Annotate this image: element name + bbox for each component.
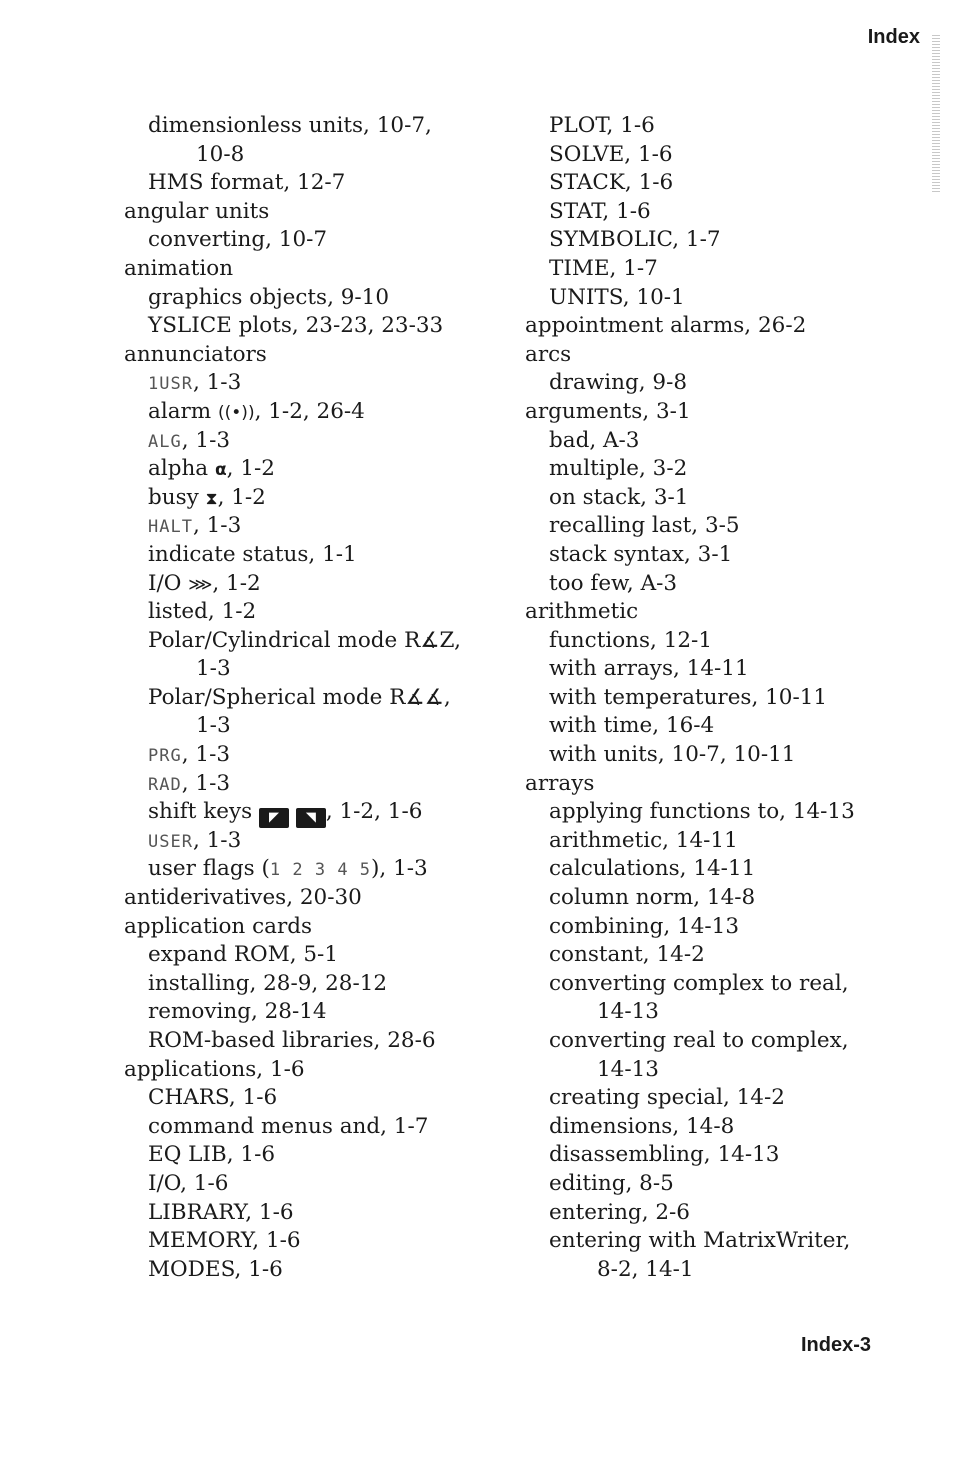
entry-text: arrays — [525, 770, 595, 796]
entry-text: constant, 14-2 — [549, 942, 705, 968]
index-subentry — [124, 512, 524, 541]
entry-text: applying functions to, 14-13 — [549, 799, 855, 825]
index-entry — [124, 198, 524, 227]
index-subentry — [525, 1113, 925, 1142]
index-entry — [124, 913, 524, 942]
entry-text: application cards — [124, 913, 313, 939]
entry-text: MODES, 1-6 — [148, 1256, 283, 1282]
entry-text: , 1-2 — [226, 456, 275, 482]
annunciator-label: 1USR — [148, 374, 193, 395]
entry-text: , 1-3 — [192, 370, 242, 396]
index-subentry — [525, 226, 925, 255]
entry-text: I/O, 1-6 — [148, 1170, 229, 1196]
index-column-left — [124, 112, 524, 1284]
index-subentry — [525, 427, 925, 456]
index-subentry — [124, 1084, 524, 1113]
index-subentry — [525, 1141, 925, 1170]
entry-text: with temperatures, 10-11 — [549, 684, 828, 710]
index-subentry — [525, 1027, 925, 1056]
annunciator-label: RAD — [148, 774, 182, 795]
index-subentry — [525, 684, 925, 713]
entry-text: UNITS, 10-1 — [549, 284, 685, 310]
index-subentry — [124, 427, 524, 456]
index-subentry — [525, 855, 925, 884]
index-subentry — [124, 855, 524, 884]
entry-text: arithmetic, 14-11 — [549, 827, 738, 853]
io-transfer-icon: ⋙ — [188, 574, 213, 595]
index-subentry — [124, 1113, 524, 1142]
entry-text: appointment alarms, 26-2 — [525, 313, 807, 339]
index-subentry — [124, 312, 524, 341]
entry-text: dimensions, 14-8 — [549, 1113, 735, 1139]
entry-text: drawing, 9-8 — [549, 370, 688, 396]
entry-text: , 1-2 — [217, 484, 266, 510]
index-subentry — [124, 1141, 524, 1170]
index-subentry — [525, 827, 925, 856]
entry-text: entering with MatrixWriter, — [549, 1228, 851, 1254]
entry-text: column norm, 14-8 — [549, 885, 756, 911]
index-entry — [124, 1056, 524, 1085]
annunciator-label: HALT — [148, 517, 193, 538]
index-column-right — [525, 112, 925, 1284]
index-subentry — [124, 1199, 524, 1228]
index-subentry — [124, 970, 524, 999]
entry-text: stack syntax, 3-1 — [549, 541, 733, 567]
index-subentry — [124, 284, 524, 313]
index-subentry — [525, 1170, 925, 1199]
entry-text: CHARS, 1-6 — [148, 1085, 278, 1111]
index-subentry — [124, 541, 524, 570]
entry-text: multiple, 3-2 — [549, 456, 688, 482]
index-subentry — [124, 598, 524, 627]
index-continuation — [124, 655, 524, 684]
entry-text: recalling last, 3-5 — [549, 513, 740, 539]
entry-text: STAT, 1-6 — [549, 198, 651, 224]
entry-text: STACK, 1-6 — [549, 170, 674, 196]
entry-text: listed, 1-2 — [148, 599, 257, 625]
index-subentry — [525, 541, 925, 570]
entry-text: animation — [124, 255, 234, 281]
entry-text: , 1-2, 1-6 — [325, 799, 423, 825]
entry-text: , 1-3 — [181, 770, 231, 796]
entry-text: , 1-3 — [192, 513, 242, 539]
entry-text: editing, 8-5 — [549, 1170, 674, 1196]
entry-text: , 1-3 — [192, 827, 242, 853]
index-subentry — [525, 884, 925, 913]
entry-text: SYMBOLIC, 1-7 — [549, 227, 721, 253]
entry-term: busy — [148, 484, 206, 510]
index-subentry — [124, 169, 524, 198]
index-subentry — [124, 455, 524, 484]
index-subentry — [525, 484, 925, 513]
entry-text: HMS format, 12-7 — [148, 170, 346, 196]
entry-text: Polar/Spherical mode R∡∡, — [148, 684, 451, 710]
index-subentry — [525, 112, 925, 141]
index-entry — [525, 312, 925, 341]
index-subentry — [525, 627, 925, 656]
entry-text: disassembling, 14-13 — [549, 1142, 780, 1168]
index-subentry — [124, 570, 524, 599]
index-entry — [124, 255, 524, 284]
entry-text: MEMORY, 1-6 — [148, 1228, 301, 1254]
index-continuation — [124, 141, 524, 170]
page-number: Index-3 — [800, 1334, 871, 1356]
entry-text: dimensionless units, 10-7, — [148, 113, 432, 138]
index-subentry — [124, 484, 524, 513]
index-subentry — [124, 1027, 524, 1056]
entry-text: annunciators — [124, 341, 267, 367]
index-subentry — [525, 198, 925, 227]
index-subentry — [525, 570, 925, 599]
entry-text: command menus and, 1-7 — [148, 1113, 429, 1139]
entry-text: converting, 10-7 — [148, 227, 328, 253]
index-subentry — [124, 1227, 524, 1256]
index-subentry — [525, 1084, 925, 1113]
index-subentry — [525, 169, 925, 198]
entry-text: 1-3 — [196, 656, 231, 682]
entry-text: antiderivatives, 20-30 — [124, 885, 362, 911]
entry-text: 10-8 — [196, 141, 245, 167]
entry-text: , 1-3 — [181, 742, 231, 768]
index-subentry — [525, 970, 925, 999]
index-subentry — [525, 941, 925, 970]
index-thumb-tab — [932, 34, 940, 192]
index-subentry — [525, 798, 925, 827]
index-subentry — [124, 1170, 524, 1199]
index-subentry — [124, 226, 524, 255]
index-subentry — [525, 455, 925, 484]
entry-text: EQ LIB, 1-6 — [148, 1142, 276, 1168]
index-subentry — [525, 512, 925, 541]
index-continuation — [525, 1056, 925, 1085]
left-shift-key-icon: ◤ — [259, 808, 289, 828]
entry-term: user flags ( — [148, 856, 270, 882]
entry-text: entering, 2-6 — [549, 1199, 690, 1225]
index-subentry — [124, 770, 524, 799]
running-header: Index — [867, 26, 920, 48]
entry-term: alpha — [148, 456, 215, 482]
annunciator-label: 1 2 3 4 5 — [269, 860, 372, 881]
index-continuation — [525, 998, 925, 1027]
entry-text: indicate status, 1-1 — [148, 541, 357, 567]
entry-text: combining, 14-13 — [549, 913, 739, 939]
entry-text: LIBRARY, 1-6 — [148, 1199, 294, 1225]
index-entry — [124, 341, 524, 370]
index-subentry — [124, 827, 524, 856]
entry-text: 1-3 — [196, 713, 231, 739]
index-entry — [525, 598, 925, 627]
index-subentry — [525, 655, 925, 684]
index-subentry — [525, 255, 925, 284]
entry-text: applications, 1-6 — [124, 1056, 305, 1082]
index-subentry — [124, 112, 524, 141]
entry-text: , 1-2 — [212, 570, 261, 596]
annunciator-label: PRG — [148, 746, 182, 767]
entry-text: TIME, 1-7 — [549, 255, 658, 281]
index-subentry — [124, 998, 524, 1027]
index-subentry — [525, 369, 925, 398]
index-subentry — [124, 684, 524, 713]
index-subentry — [124, 798, 524, 827]
entry-text: creating special, 14-2 — [549, 1085, 785, 1111]
entry-text: YSLICE plots, 23-23, 23-33 — [148, 313, 444, 339]
entry-text: too few, A-3 — [549, 570, 678, 596]
entry-text: bad, A-3 — [549, 427, 640, 453]
index-subentry — [124, 1256, 524, 1285]
entry-text: calculations, 14-11 — [549, 856, 756, 882]
index-subentry — [525, 741, 925, 770]
entry-text: installing, 28-9, 28-12 — [148, 970, 388, 996]
entry-text: SOLVE, 1-6 — [549, 141, 673, 167]
entry-text: arithmetic — [525, 599, 639, 625]
entry-text: ROM-based libraries, 28-6 — [148, 1028, 436, 1053]
entry-text: converting complex to real, — [549, 970, 849, 996]
annunciator-label: USER — [148, 831, 193, 852]
index-subentry — [124, 627, 524, 656]
index-subentry — [124, 398, 524, 427]
right-shift-key-icon: ◥ — [296, 808, 326, 828]
index-entry — [124, 884, 524, 913]
index-entry — [525, 341, 925, 370]
entry-term: alarm — [148, 398, 219, 424]
entry-text: expand ROM, 5-1 — [148, 942, 338, 968]
entry-text: , 1-2, 26-4 — [254, 398, 365, 424]
index-subentry — [124, 941, 524, 970]
entry-term: I/O — [148, 570, 189, 596]
annunciator-label: ALG — [148, 431, 182, 452]
entry-text: converting real to complex, — [549, 1028, 849, 1053]
alarm-icon: ((•)) — [218, 402, 255, 423]
entry-text: with time, 16-4 — [549, 713, 715, 739]
entry-text: with units, 10-7, 10-11 — [549, 742, 796, 768]
index-entry — [525, 398, 925, 427]
index-continuation — [525, 1256, 925, 1285]
entry-text: arcs — [525, 341, 572, 367]
entry-text: 14-13 — [597, 999, 659, 1025]
entry-text: 8-2, 14-1 — [597, 1256, 694, 1282]
entry-text: ), 1-3 — [371, 856, 428, 882]
index-continuation — [124, 712, 524, 741]
index-subentry — [525, 284, 925, 313]
index-subentry — [124, 369, 524, 398]
index-subentry — [525, 141, 925, 170]
entry-text: with arrays, 14-11 — [549, 656, 749, 682]
entry-text: on stack, 3-1 — [549, 484, 689, 510]
entry-term: shift keys — [148, 799, 259, 825]
index-subentry — [525, 1199, 925, 1228]
alpha-icon: α — [214, 460, 227, 481]
entry-text: removing, 28-14 — [148, 999, 327, 1025]
index-entry — [525, 770, 925, 799]
entry-text: graphics objects, 9-10 — [148, 284, 390, 310]
entry-text: functions, 12-1 — [549, 627, 713, 653]
entry-text: , 1-3 — [181, 427, 231, 453]
index-subentry — [525, 913, 925, 942]
entry-text: 14-13 — [597, 1056, 659, 1082]
busy-hourglass-icon: ⧗ — [205, 488, 218, 509]
index-subentry — [525, 1227, 925, 1256]
entry-text: arguments, 3-1 — [525, 398, 691, 424]
entry-text: Polar/Cylindrical mode R∡Z, — [148, 627, 461, 653]
entry-text: PLOT, 1-6 — [549, 113, 655, 138]
entry-text: angular units — [124, 198, 270, 224]
index-subentry — [124, 741, 524, 770]
index-subentry — [525, 712, 925, 741]
